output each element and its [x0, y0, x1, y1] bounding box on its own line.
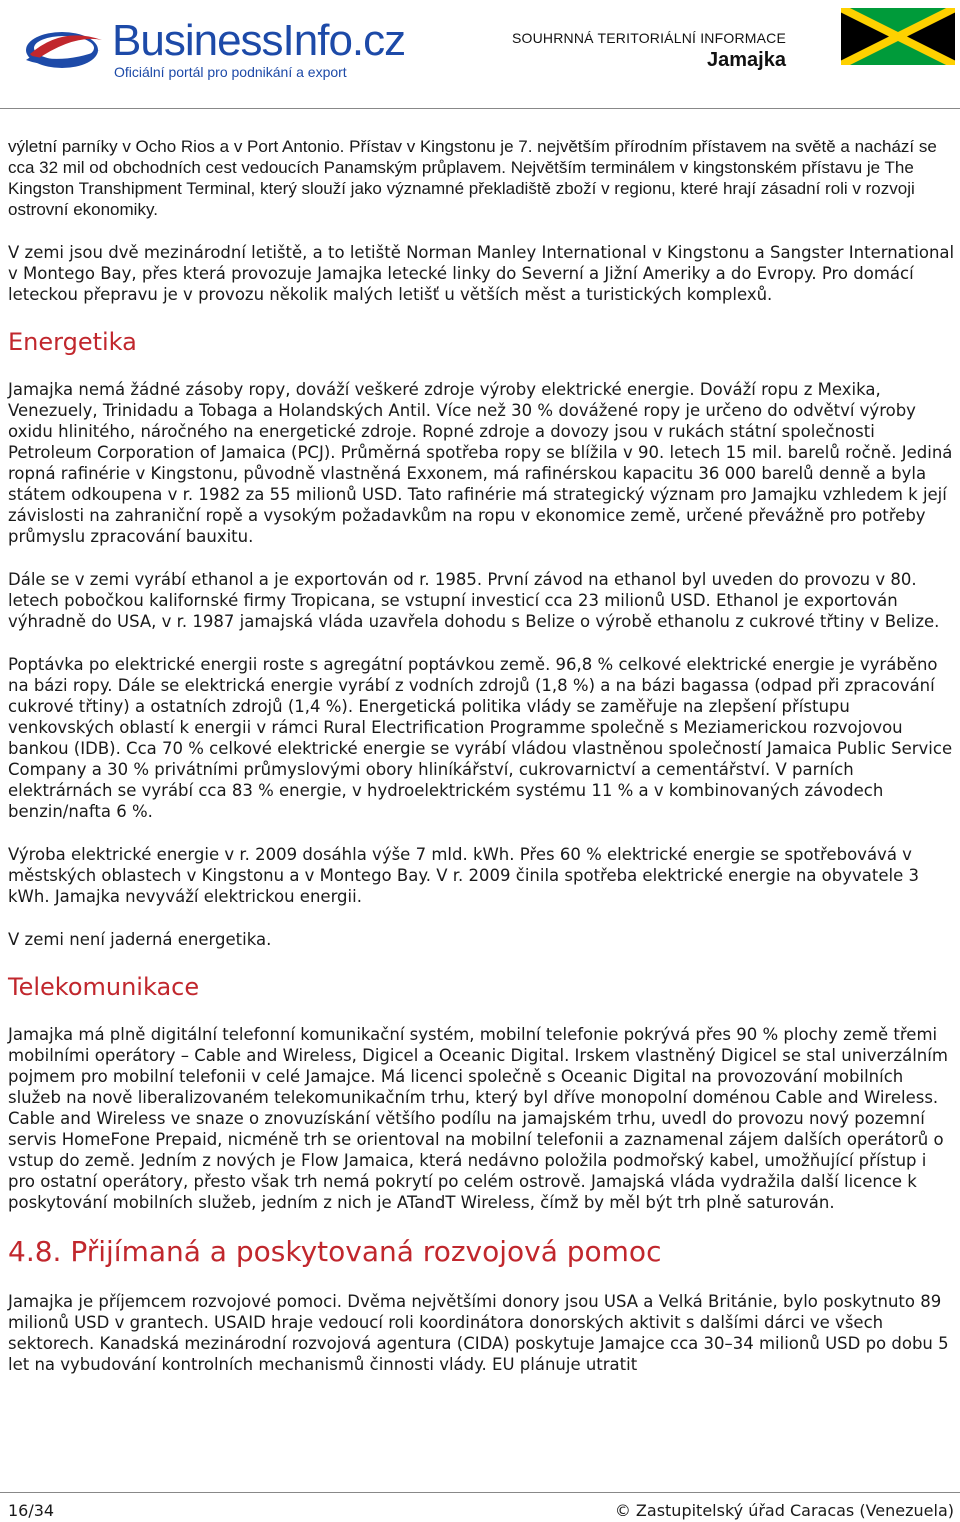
heading-telekomunikace: Telekomunikace — [8, 973, 200, 1001]
logo-name: BusinessInfo.cz — [112, 16, 406, 65]
paragraph-electricity-production: Výroba elektrické energie v r. 2009 dosáhla výše 7 mld. kWh. Přes 60 % elektrické energie se spotřebovává v městských oblastech v Kingstonu a v Montego Bay. V r. 2009 činila spotřeba elektrické energie na obyvatele 3 kWh. Jamajka nevyváží elektrickou energii. — [8, 845, 919, 906]
header-divider — [0, 108, 960, 109]
paragraph-nuclear: V zemi není jaderná energetika. — [8, 930, 272, 949]
paragraph-ethanol: Dále se v zemi vyrábí ethanol a je exportován od r. 1985. První závod na ethanol byl uveden do provozu v 80. letech pobočkou kalifornské firmy Tropicana, se vstupní investicí cca 23 milionů USD. Ethanol je exportován výhradně do USA, v r. 1987 jamajská vláda uzavřela dohodu s Belize o výrobě ethanolu z cukrové třtiny v Belize. — [8, 570, 940, 631]
header-info — [512, 30, 786, 72]
paragraph-development-aid: Jamajka je příjemcem rozvojové pomoci. Dvěma největšími donory jsou USA a Velká Británie, bylo poskytnuto 89 milionů USD v grantech. USAID hraje vedoucí roli koordinátora donorských aktivit s dalšími dárci ve všech sektorech. Kanadská mezinárodní rozvojová agentura (CIDA) poskytuje Jamajce cca 30–34 milionů USD po dobu 5 let na vybudování kontrolních mechanismů činnosti vlády. EU plánuje utratit — [8, 1292, 949, 1374]
logo-swoosh-icon — [22, 20, 108, 76]
heading-energetika: Energetika — [8, 328, 137, 356]
paragraph-electricity-demand: Poptávka po elektrické energii roste s agregátní poptávkou země. 96,8 % celkové elektrické energie je vyráběno na bázi ropy. Dále se elektrická energie vyrábí z vodních zdrojů (1,8 %) a na bázi bagassa (odpad při zpracování cukrové třtiny) a ostatních zdrojů (1,4 %). Energetická politika vlády se zaměřuje na zlepšení přístupu venkovských oblastí k energii v rámci Rural Electrification Programme společně s Meziamerickou rozvojovou bankou (IDB). Cca 70 % celkové elektrické energie se vyrábí vládou vlastněnou společností Jamaica Public Service Company a 30 % privátními průmyslovými obory hliníkářství, cukrovarnictví a cementářství. V parních elektrárnách se vyrábí cca 83 % energie, v hydroelektrickém systému 11 % a v kombinovaných závodech benzin/nafta 6 %. — [8, 655, 953, 821]
page-header — [0, 0, 960, 110]
page-number: 16/34 — [8, 1501, 55, 1520]
header-kicker: SOUHRNNÁ TERITORIÁLNÍ INFORMACE — [511, 30, 786, 46]
jamaica-flag-icon — [841, 8, 955, 65]
paragraph-ports: výletní parníky v Ocho Rios a v Port Antonio. Přístav v Kingstonu je 7. největším přírodním přístavem na světě a nachází se cca 32 mil od obchodních cest vedoucích Panamským průplavem. Největším terminálem v kingstonském přístavu je The Kingston Transhipment Terminal, který slouží jako významné překladiště zboží v regionu, které hrají zásadní roli v rozvoji ostrovní ekonomiky. — [8, 137, 937, 219]
footer-divider — [0, 1492, 960, 1493]
heading-development-aid: 4.8. Přijímaná a poskytovaná rozvojová pomoc — [8, 1235, 662, 1268]
businessinfo-logo[interactable] — [22, 14, 406, 84]
paragraph-oil: Jamajka nemá žádné zásoby ropy, dováží veškeré zdroje výroby elektrické energie. Dováží ropu z Mexika, Venezuely, Trinidadu a Tobaga a Holandských Antil. Více než 30 % dovážené ropy je určeno do odvětví výroby oxidu hlinitého, náročného na energetické zdroje. Ropné zdroje a dovozy jsou v rukách státní společnosti Petroleum Corporation of Jamaica (PCJ). Průměrná spotřeba ropy se blížila v 90. letech 15 mil. barelů ročně. Jediná ropná rafinérie v Kingstonu, původně vlastněná Exxonem, má rafinérskou kapacitu 36 000 barelů denně a byla státem odkoupena v r. 1982 za 55 milionů USD. Tato rafinérie má strategický význam pro Jamajku vzhledem k její závislosti na zahraniční ropě a vysokým požadavkům na ropu v ekonomice země, určené převážně pro potřeby průmyslu zpracování bauxitu. — [8, 380, 953, 546]
footer-copyright: © Zastupitelský úřad Caracas (Venezuela) — [614, 1501, 954, 1520]
paragraph-airports: V zemi jsou dvě mezinárodní letiště, a to letiště Norman Manley International v Kingstonu a Sangster International v Montego Bay, přes která provozuje Jamajka letecké linky do Severní a Jižní Ameriky a do Evropy. Pro domácí leteckou přepravu je v provozu několik malých letišť u větších měst a turistických komplexů. — [8, 243, 955, 304]
logo-tagline: Oficiální portál pro podnikání a export — [114, 64, 347, 80]
paragraph-telecom: Jamajka má plně digitální telefonní komunikační systém, mobilní telefonie pokrývá přes 90 % plochy země třemi mobilními operátory – Cable and Wireless, Digicel a Oceanic Digital. Irskem vlastněný Digicel se stal univerzálním pojmem pro mobilní telefonii v celé Jamajce. Má licenci společně s Oceanic Digital na provozování mobilních služeb na nově liberalizovaném telekomunikačním trhu, který byl dříve monopolní doménou Cable and Wireless. Cable and Wireless ve snaze o znovuzískání většího podílu na jamajském trhu, uvedl do provozu nový pozemní servis HomeFone Prepaid, nicméně trh se orientoval na mobilní telefonii a zaznamenal zájem dalších operátorů o vstup do země. Jedním z nových je Flow Jamaica, která nedávno položila podmořský kabel, umožňující přístup i pro ostatní operátory, přesto však trh nemá pokrytí po celém ostrově. Jamajská vláda vydražila další licence k poskytování mobilních služeb, jedním z nich je ATandT Wireless, čímž by měl být trh plně saturován. — [8, 1025, 948, 1212]
document-body — [8, 136, 956, 1375]
header-country: Jamajka — [707, 49, 786, 71]
